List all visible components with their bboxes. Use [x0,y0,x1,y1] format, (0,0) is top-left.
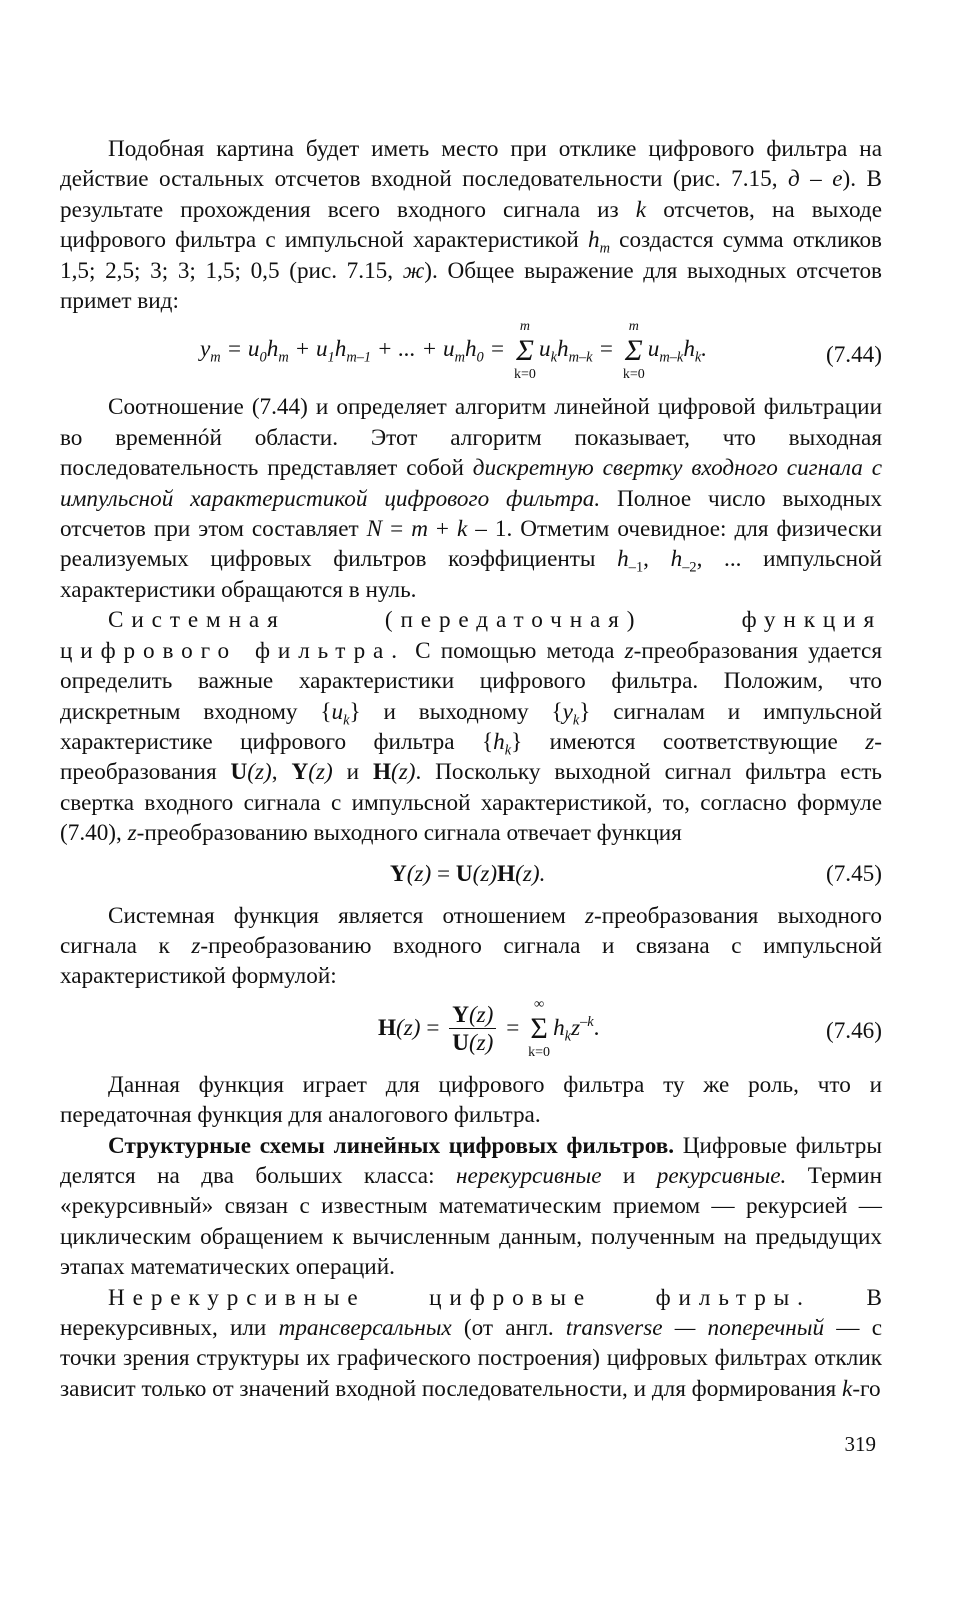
bold-heading: Структурные схемы линейных цифровых фильтров. [108,1132,675,1159]
sum-symbol: m Σ k=0 [514,319,536,383]
paragraph-2: Соотношение (7.44) и определяет алгоритм линейной цифровой фильтрации во временнóй области. Этот алгоритм показывает, что выходная последовательность представляет собой дискретную свертку входного сигнала с импульсной характеристикой цифрового фильтра. Полное число выходных отсчетов при этом составляет N = m + k – 1. Отметим очевидное: для физически реализуемых цифровых фильтров коэффициенты $h_{-1}$, $h_{-2}$, ... импульсной характеристики обращаются в нуль. [60,394,883,603]
equation-number: (7.46) [825,1017,882,1044]
paragraph-4: Системная функция является отношением z-преобразования выходного сигнала к z-преобразованию входного сигнала и связана с импульсной характеристикой формулой: [60,902,882,990]
page-number: 319 [844,1432,876,1456]
spaced-heading: Нерекурсивные цифровые фильтры. [108,1284,811,1311]
equation-7-46-body: H(z) = $\frac{Y(z)}{U(z)}$ = ∞ Σ k=0 $h_kz^{-k}$. [378,997,600,1061]
paragraph-3: Системная (передаточная) функция цифрового фильтра. С помощью метода z-преобразования удается определить важные характеристики цифрового фильтра. Положим, что дискретным входному $\{u_k\}$ и выходному $\{y_k\}$ сигналам и импульсной характеристике цифрового фильтра $\{h_k\}$ имеются соответствующие z-преобразования U(z), Y(z) и H(z). Поскольку выходной сигнал фильтра есть свертка входного сигнала с импульсной характеристикой, то, согласно формуле (7.40), z-преобразованию выходного сигнала отвечает функция [60,607,883,847]
equation-7-44-body: $y_m = u_0h_m + u_1h_{m-1}$ + ... + $u_mh_0$ = m Σ k=0 $u_kh_{m-k}$ = m Σ k=0 $u_{m-k}h_k$. [200,319,708,383]
equation-7-45 [60,855,882,895]
sum-symbol: m Σ k=0 [622,319,645,383]
paragraph-5: Данная функция играет для цифрового фильтра ту же роль, что и передаточная функция для аналогового фильтра. [60,1071,882,1129]
equation-7-46 [60,996,882,1066]
equation-7-45-body: Y(z) = U(z)H(z). [390,860,546,887]
paragraph-7: Нерекурсивные цифровые фильтры. В нерекурсивных, или трансверсальных (от англ. transverse — поперечный — с точки зрения структуры их графического построения) цифровых фильтрах отклик зависит только от значений входной последовательности, и для формирования k-го [60,1284,883,1402]
equation-number: (7.45) [825,860,882,887]
equation-number: (7.44) [825,342,882,369]
paragraph-1: Подобная картина будет иметь место при отклике цифрового фильтра на действие остальных отсчетов входной последовательности (рис. 7.15, д – е). В результате прохождения всего входного сигнала из k отсчетов, на выходе цифрового фильтра с импульсной характеристикой $h_m$ создастся сумма откликов 1,5; 2,5; 3; 3; 1,5; 0,5 (рис. 7.15, ж). Общее выражение для выходных отсчетов примет вид: [60,136,883,315]
paragraph-6: Структурные схемы линейных цифровых фильтров. Цифровые фильтры делятся на два больших класса: нерекурсивные и рекурсивные. Термин «рекурсивный» связан с известным математическим приемом — рекурсией — циклическим обращением к вычисленным данным, полученным на предыдущих этапах математических операций. [60,1132,883,1281]
fraction: $\frac{Y(z)}{U(z)}$ [449,1002,496,1057]
equation-7-44 [60,320,882,390]
page-text [60,134,882,1404]
sum-symbol: ∞ Σ k=0 [528,997,551,1061]
spaced-heading: Системная (передаточная) функция цифрового фильтра. [60,607,882,664]
